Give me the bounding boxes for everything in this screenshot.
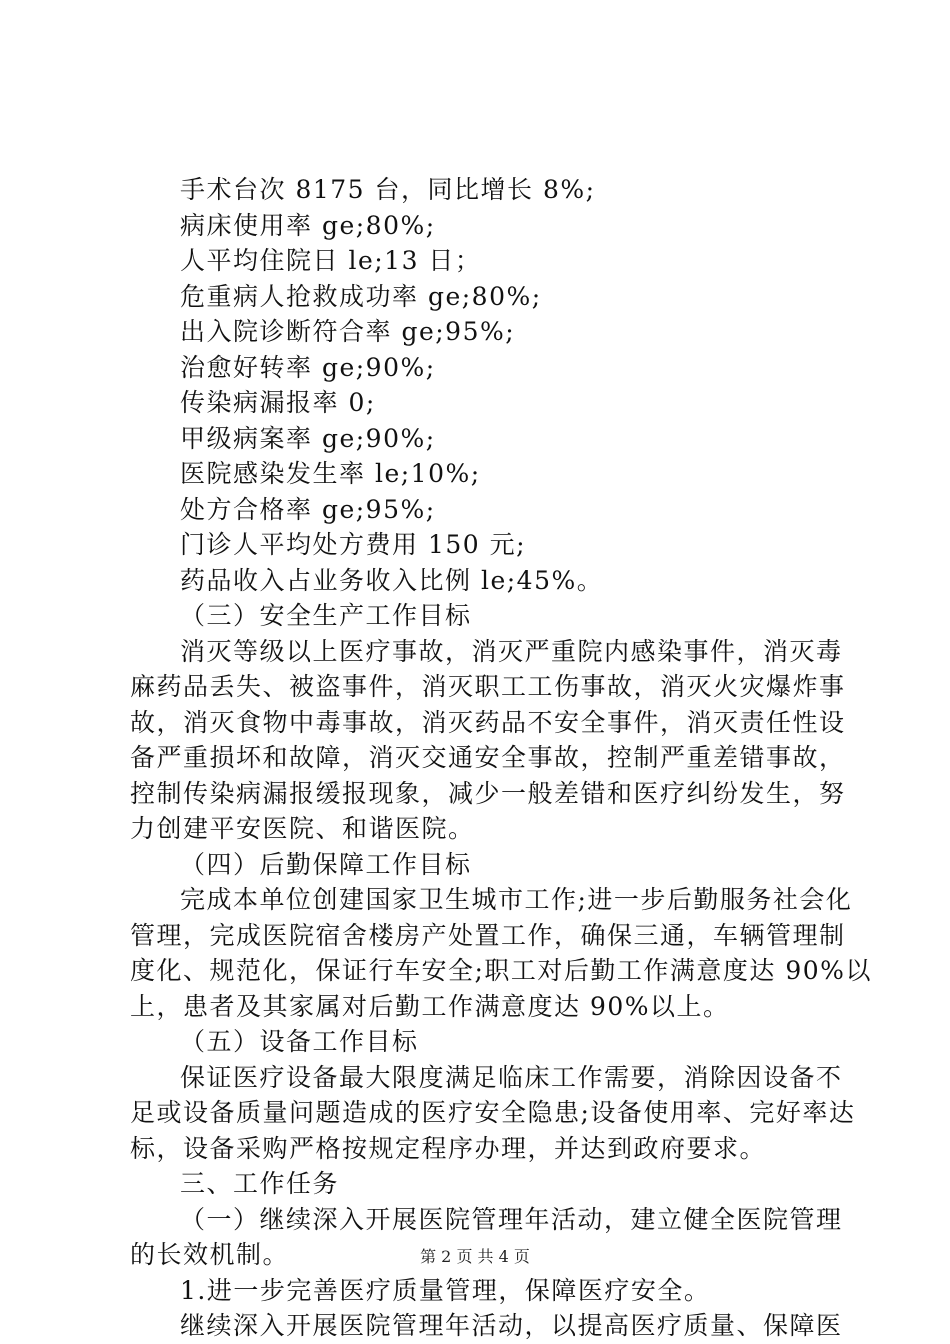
text-line: 出入院诊断符合率 ge;95%; [180,317,516,346]
text-line: 保证医疗设备最大限度满足临床工作需要，消除因设备不 [180,1062,843,1092]
page-footer: 第 2 页 共 4 页 [420,1247,530,1266]
text-line: 管理，完成医院宿舍楼房产处置工作，确保三通，车辆管理制 [130,920,846,950]
text-line: 的长效机制。 [130,1240,290,1269]
section-heading: （五）设备工作目标 [180,1027,419,1056]
text-line: 危重病人抢救成功率 ge;80%; [180,281,542,311]
text-line: 完成本单位创建国家卫生城市工作;进一步后勤服务社会化 [180,885,853,914]
text-line: 药品收入占业务收入比例 le;45%。 [180,565,604,595]
text-line: 1.进一步完善医疗质量管理，保障医疗安全。 [180,1275,711,1305]
text-line: 上，患者及其家属对后勤工作满意度达 90%以上。 [130,991,730,1021]
text-line: 足或设备质量问题造成的医疗安全隐患;设备使用率、完好率达 [130,1098,856,1127]
text-line: （一）继续深入开展医院管理年活动，建立健全医院管理 [180,1204,843,1234]
text-line: 病床使用率 ge;80%; [180,210,436,240]
text-line: 继续深入开展医院管理年活动，以提高医疗质量、保障医 [180,1311,843,1340]
section-heading: （三）安全生产工作目标 [180,601,472,630]
text-line: 医院感染发生率 le;10%; [180,459,481,488]
text-line: 传染病漏报率 0; [180,388,376,417]
text-line: 人平均住院日 le;13 日； [180,246,482,275]
text-line: 故，消灭食物中毒事故，消灭药品不安全事件，消灭责任性设 [130,707,846,737]
text-line: 控制传染病漏报缓报现象，减少一般差错和医疗纠纷发生，努 [130,778,846,808]
document-body [130,172,872,1344]
text-line: 力创建平安医院、和谐医院。 [130,814,475,843]
text-line: 消灭等级以上医疗事故，消灭严重院内感染事件，消灭毒 [180,636,843,666]
text-line: 度化、规范化，保证行车安全;职工对后勤工作满意度达 90%以 [130,956,872,985]
text-line: 门诊人平均处方费用 150 元; [180,530,527,559]
text-line: 处方合格率 ge;95%; [180,494,436,524]
text-line: 麻药品丢失、被盗事件，消灭职工工伤事故，消灭火灾爆炸事 [130,672,846,701]
text-line: 治愈好转率 ge;90%; [180,352,436,382]
section-heading: （四）后勤保障工作目标 [180,849,472,879]
text-line: 备严重损坏和故障，消灭交通安全事故，控制严重差错事故， [130,743,846,772]
text-line: 甲级病案率 ge;90%; [180,423,436,453]
section-heading: 三、工作任务 [180,1169,340,1198]
text-line: 标，设备采购严格按规定程序办理，并达到政府要求。 [130,1133,767,1163]
text-line: 手术台次 8175 台，同比增长 8%; [180,175,596,204]
